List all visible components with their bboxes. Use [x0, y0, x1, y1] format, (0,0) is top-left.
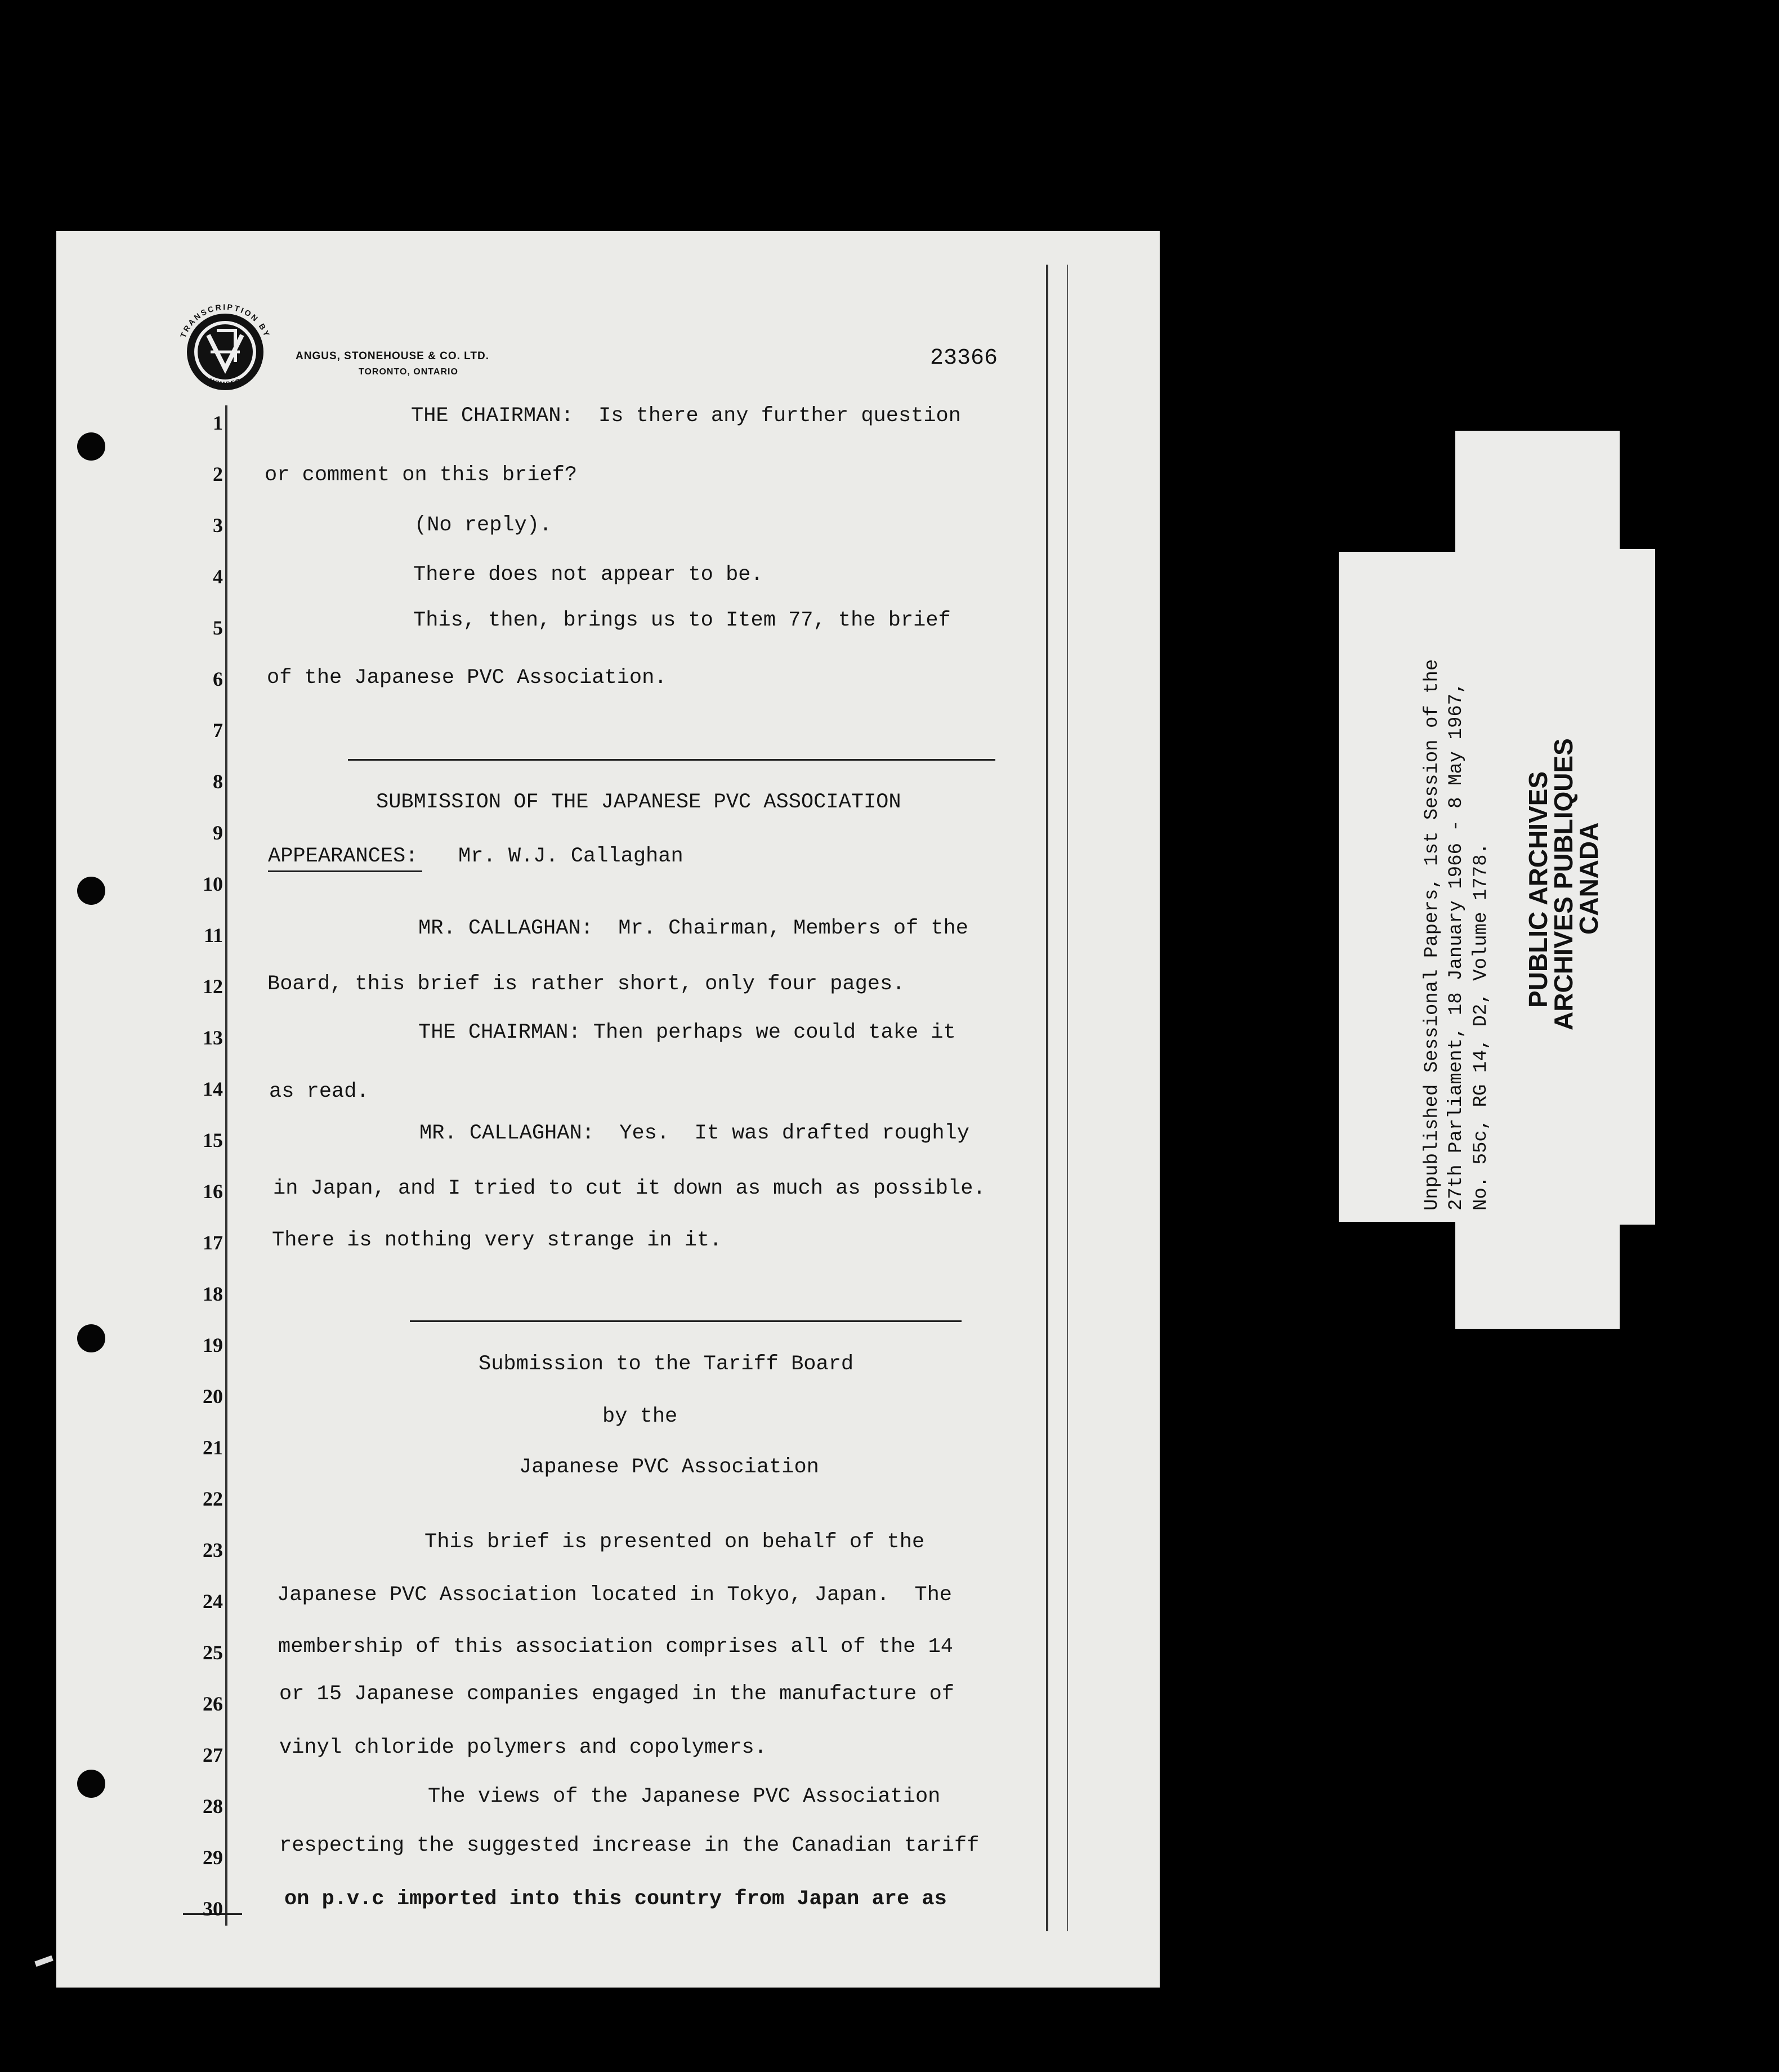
section-heading: SUBMISSION OF THE JAPANESE PVC ASSOCIATION — [376, 791, 901, 814]
firm-name: ANGUS, STONEHOUSE & CO. LTD. — [296, 350, 489, 362]
line-number: 28 — [203, 1795, 223, 1818]
appearances-label: APPEARANCES: — [268, 845, 418, 868]
line-number: 17 — [203, 1231, 223, 1254]
transcript-line: (No reply). — [414, 513, 552, 537]
binder-hole — [77, 877, 105, 905]
line-number: 26 — [203, 1693, 223, 1715]
scan-mark — [34, 1955, 53, 1967]
transcript-line: on p.v.c imported into this country from Japan are as — [284, 1887, 947, 1911]
stamp-line-1: PUBLIC ARCHIVES — [1523, 771, 1553, 1008]
binder-hole — [77, 1770, 105, 1798]
transcript-line: This brief is presented on behalf of the — [424, 1530, 925, 1554]
margin-rule-left — [225, 405, 227, 1926]
transcript-line: There is nothing very strange in it. — [272, 1229, 722, 1252]
brief-title: Japanese PVC Association — [519, 1455, 819, 1479]
citation-line-1: Unpublished Sessional Papers, 1st Session of the — [1422, 659, 1443, 1211]
line-number: 21 — [203, 1436, 223, 1459]
seal-text-bottom: MEMBER — [208, 377, 243, 388]
transcript-line: respecting the suggested increase in the Canadian tariff — [279, 1834, 980, 1857]
line-number: 23 — [203, 1539, 223, 1561]
line-number: 9 — [213, 821, 223, 844]
transcript-line: as read. — [269, 1080, 369, 1104]
line-number: 15 — [203, 1129, 223, 1151]
stamp-line-2: ARCHIVES PUBLIQUES — [1549, 738, 1578, 1030]
brief-title: by the — [602, 1405, 678, 1428]
page-number: 23366 — [930, 346, 998, 371]
transcript-line: membership of this association comprises all of the 14 — [278, 1635, 953, 1659]
transcript-line: vinyl chloride polymers and copolymers. — [279, 1736, 767, 1760]
transcript-line: of the Japanese PVC Association. — [267, 666, 667, 690]
section-divider — [410, 1320, 962, 1322]
line-number: 30 — [203, 1897, 223, 1920]
line-number: 25 — [203, 1641, 223, 1664]
transcript-line: MR. CALLAGHAN: Yes. It was drafted roughly — [419, 1122, 969, 1145]
transcript-line: or 15 Japanese companies engaged in the manufacture of — [279, 1682, 954, 1706]
line-number: 3 — [213, 514, 223, 537]
binder-hole — [77, 432, 105, 461]
line-number: 5 — [213, 617, 223, 639]
line-number: 29 — [203, 1846, 223, 1869]
line-number: 4 — [213, 565, 223, 588]
margin-rule-right — [1046, 265, 1048, 1931]
binder-hole — [77, 1324, 105, 1352]
line-number: 18 — [203, 1283, 223, 1305]
line-number: 1 — [213, 412, 223, 434]
line-number: 14 — [203, 1078, 223, 1100]
firm-city: TORONTO, ONTARIO — [359, 367, 458, 377]
line-number: 2 — [213, 463, 223, 485]
seal-text-top: TRANSCRIPTION BY — [178, 302, 272, 340]
transcript-page — [56, 231, 1160, 1988]
transcript-line: Board, this brief is rather short, only four pages. — [267, 972, 905, 996]
transcript-line: THE CHAIRMAN: Then perhaps we could take it — [418, 1021, 956, 1044]
transcript-line: or comment on this brief? — [265, 463, 578, 487]
transcription-seal-logo — [169, 296, 281, 408]
margin-rule-outer — [1067, 265, 1068, 1931]
transcript-line: in Japan, and I tried to cut it down as much as possible. — [273, 1177, 986, 1200]
line-number: 24 — [203, 1590, 223, 1613]
transcript-line: This, then, brings us to Item 77, the brief — [413, 609, 951, 632]
transcript-line: There does not appear to be. — [413, 563, 763, 587]
line-number: 22 — [203, 1488, 223, 1510]
line-number: 13 — [203, 1026, 223, 1049]
line-number: 8 — [213, 770, 223, 793]
line-number: 16 — [203, 1180, 223, 1203]
transcript-line: MR. CALLAGHAN: Mr. Chairman, Members of the — [418, 917, 968, 940]
citation-line-3: No. 55c, RG 14, D2, Volume 1778. — [1470, 843, 1492, 1211]
line-number: 20 — [203, 1385, 223, 1408]
stamp-line-3: CANADA — [1574, 822, 1603, 935]
line-number: 7 — [213, 719, 223, 742]
line-number: 10 — [203, 873, 223, 895]
line-number: 19 — [203, 1334, 223, 1356]
appearances-underline — [268, 870, 422, 872]
transcript-line: Japanese PVC Association located in Tokyo, Japan. The — [277, 1583, 952, 1607]
section-divider — [348, 759, 995, 761]
transcript-line: THE CHAIRMAN: Is there any further question — [411, 404, 961, 428]
appearances-value: Mr. W.J. Callaghan — [458, 845, 683, 868]
brief-title: Submission to the Tariff Board — [479, 1352, 854, 1376]
line-number: 6 — [213, 668, 223, 690]
line-number: 12 — [203, 975, 223, 998]
line-number: 27 — [203, 1744, 223, 1766]
citation-line-2: 27th Parliament, 18 January 1966 - 8 May 1967, — [1446, 682, 1467, 1211]
line-number: 11 — [203, 924, 223, 946]
transcript-line: The views of the Japanese PVC Association — [428, 1785, 941, 1808]
